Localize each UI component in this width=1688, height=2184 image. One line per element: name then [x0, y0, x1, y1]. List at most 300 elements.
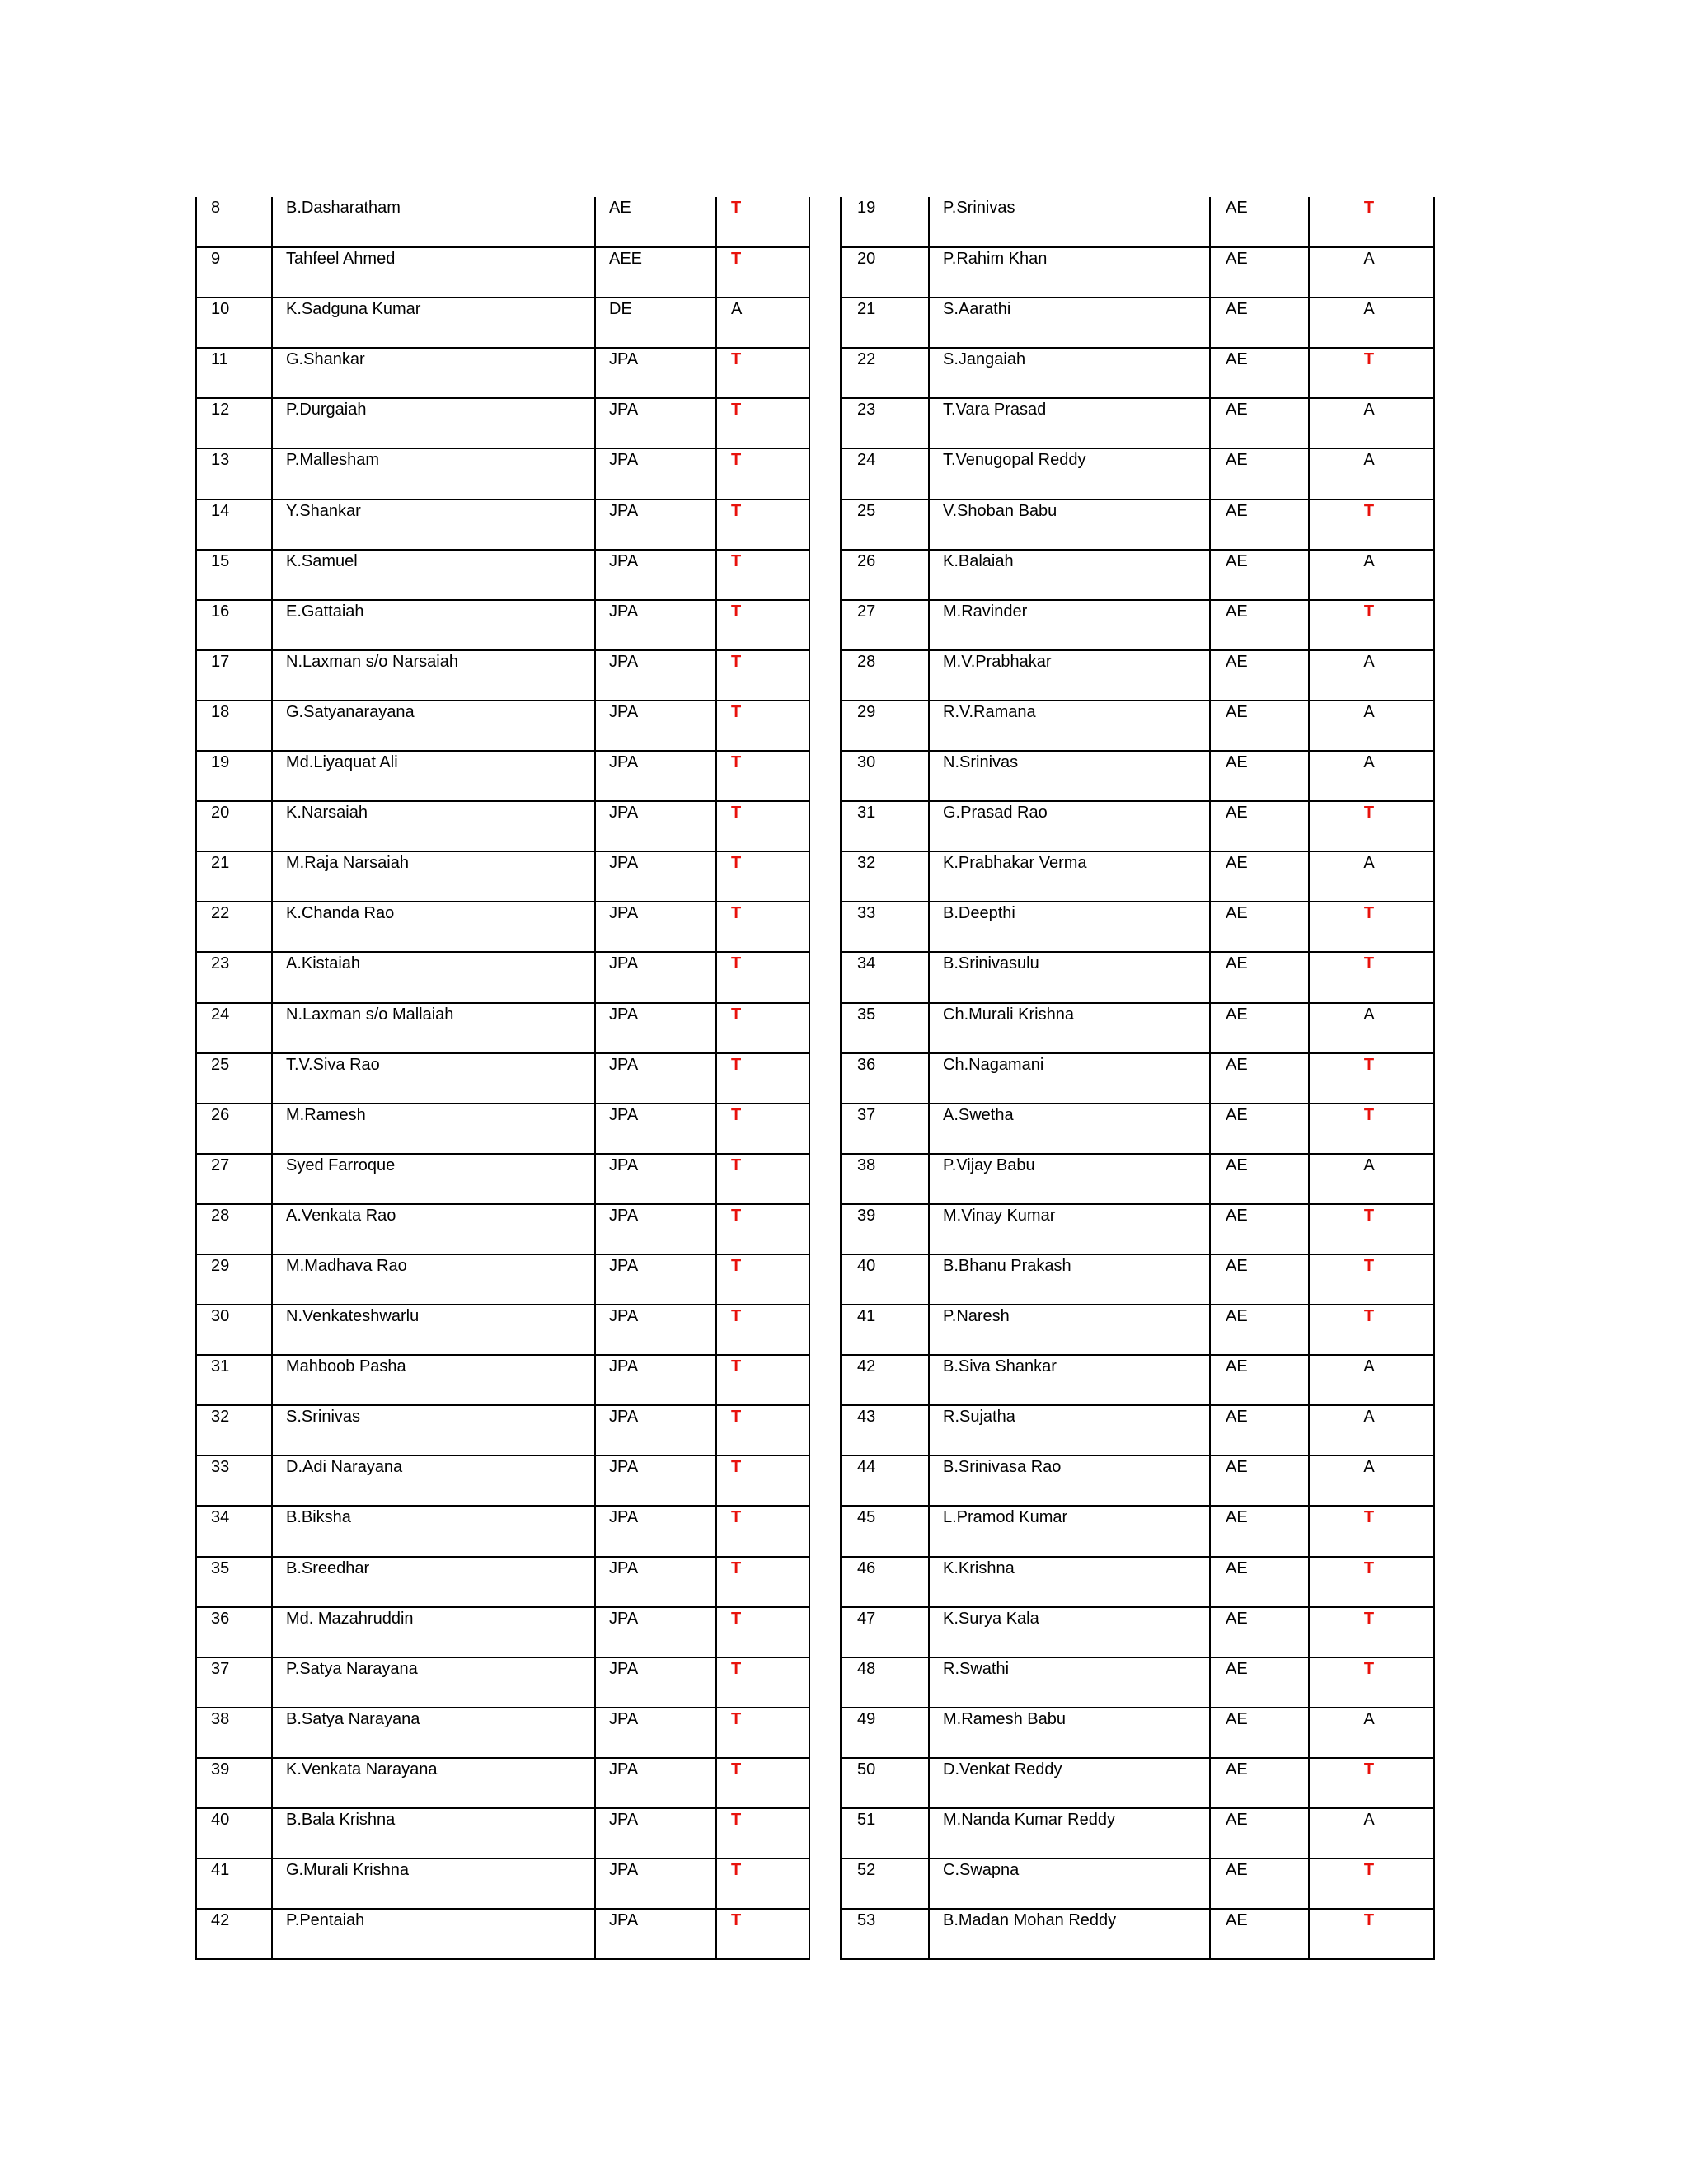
table-row: [196, 1455, 809, 1506]
serial-number-text: 26: [857, 551, 876, 570]
serial-number-text: 23: [857, 401, 876, 419]
designation-cell: [595, 650, 716, 701]
status-code-cell: [716, 1909, 809, 1959]
table-row: [196, 1355, 809, 1405]
employee-name-cell: [929, 902, 1210, 952]
employee-name-cell: [929, 348, 1210, 398]
employee-name-text: N.Laxman s/o Mallaiah: [286, 1005, 454, 1024]
designation-cell: [1210, 1909, 1309, 1959]
roster-table-left: [195, 197, 810, 1960]
designation-cell: [1210, 1053, 1309, 1104]
serial-number-text: 47: [857, 1609, 876, 1628]
employee-name-text: Y.Shankar: [286, 501, 361, 520]
table-row: [196, 448, 809, 499]
employee-name-cell: [272, 1607, 595, 1657]
serial-number-cell: [841, 1909, 929, 1959]
table-row: [841, 448, 1434, 499]
designation-text: AE: [1226, 904, 1248, 923]
table-row: [841, 550, 1434, 600]
employee-name-text: T.V.Siva Rao: [286, 1055, 380, 1074]
status-code-cell: [1309, 600, 1434, 650]
serial-number-text: 16: [211, 602, 230, 621]
status-code-text: A: [731, 300, 743, 319]
serial-number-cell: [196, 197, 272, 247]
status-code-cell: [716, 1305, 809, 1355]
employee-name-text: M.Madhava Rao: [286, 1256, 407, 1275]
employee-name-cell: [929, 448, 1210, 499]
employee-name-text: Ch.Murali Krishna: [943, 1005, 1074, 1024]
employee-name-text: B.Satya Narayana: [286, 1709, 420, 1728]
status-code-cell: [716, 1808, 809, 1858]
status-code-text: T: [1363, 350, 1375, 369]
employee-name-text: K.Krishna: [943, 1558, 1015, 1577]
status-code-text: T: [1363, 904, 1375, 923]
designation-text: JPA: [609, 1105, 639, 1124]
serial-number-text: 23: [211, 954, 230, 973]
designation-text: JPA: [609, 551, 639, 570]
table-row: [841, 1858, 1434, 1909]
status-code-text: T: [1363, 1256, 1375, 1275]
status-code-text: A: [1363, 702, 1375, 721]
employee-name-cell: [929, 1154, 1210, 1204]
status-code-text: T: [731, 1357, 742, 1376]
designation-cell: [595, 1506, 716, 1556]
status-code-text: A: [1363, 652, 1375, 671]
employee-name-cell: [929, 1557, 1210, 1607]
table-row: [196, 1758, 809, 1808]
employee-name-cell: [929, 1657, 1210, 1708]
designation-cell: [595, 851, 716, 902]
employee-name-cell: [929, 1305, 1210, 1355]
designation-text: JPA: [609, 1911, 639, 1930]
employee-name-text: B.Bhanu Prakash: [943, 1256, 1071, 1275]
status-code-cell: [716, 1154, 809, 1204]
serial-number-text: 28: [211, 1206, 230, 1225]
status-code-cell: [716, 398, 809, 448]
employee-name-cell: [272, 952, 595, 1002]
status-code-cell: [1309, 952, 1434, 1002]
status-code-text: A: [1363, 551, 1375, 570]
employee-name-cell: [929, 499, 1210, 550]
designation-text: JPA: [609, 1458, 639, 1477]
designation-text: AE: [1226, 1609, 1248, 1628]
status-code-text: A: [1363, 250, 1375, 269]
status-code-text: A: [1363, 1005, 1375, 1024]
serial-number-cell: [841, 1557, 929, 1607]
designation-text: AE: [1226, 1408, 1248, 1427]
employee-name-cell: [272, 1254, 595, 1305]
employee-name-cell: [272, 1204, 595, 1254]
serial-number-cell: [196, 247, 272, 298]
serial-number-text: 28: [857, 652, 876, 671]
table-row: [841, 398, 1434, 448]
table-row: [841, 247, 1434, 298]
employee-name-text: B.Biksha: [286, 1508, 351, 1527]
designation-text: JPA: [609, 1206, 639, 1225]
designation-cell: [1210, 499, 1309, 550]
designation-text: AE: [1226, 954, 1248, 973]
employee-name-text: G.Satyanarayana: [286, 702, 415, 721]
serial-number-text: 44: [857, 1458, 876, 1477]
status-code-text: T: [731, 1055, 742, 1074]
employee-name-cell: [272, 197, 595, 247]
designation-cell: [595, 1355, 716, 1405]
serial-number-cell: [841, 348, 929, 398]
table-row: [196, 1657, 809, 1708]
employee-name-cell: [272, 1104, 595, 1154]
table-row: [196, 650, 809, 701]
designation-cell: [595, 1053, 716, 1104]
serial-number-cell: [841, 1858, 929, 1909]
table-row: [841, 1758, 1434, 1808]
designation-cell: [595, 902, 716, 952]
designation-cell: [1210, 298, 1309, 348]
status-code-cell: [716, 1557, 809, 1607]
employee-name-text: S.Srinivas: [286, 1408, 361, 1427]
employee-name-text: K.Balaiah: [943, 551, 1014, 570]
employee-name-cell: [929, 1909, 1210, 1959]
employee-name-text: A.Venkata Rao: [286, 1206, 396, 1225]
employee-name-text: D.Adi Narayana: [286, 1458, 403, 1477]
designation-text: AE: [1226, 1357, 1248, 1376]
employee-name-cell: [929, 952, 1210, 1002]
employee-name-cell: [272, 1506, 595, 1556]
designation-cell: [595, 448, 716, 499]
status-code-text: T: [1363, 1508, 1375, 1527]
employee-name-cell: [272, 1305, 595, 1355]
table-row: [841, 1455, 1434, 1506]
status-code-text: T: [1363, 1307, 1375, 1326]
employee-name-cell: [929, 247, 1210, 298]
serial-number-cell: [196, 801, 272, 851]
employee-name-text: T.Venugopal Reddy: [943, 451, 1086, 470]
serial-number-cell: [196, 1506, 272, 1556]
status-code-text: T: [731, 1659, 742, 1678]
status-code-cell: [716, 448, 809, 499]
designation-cell: [1210, 1858, 1309, 1909]
serial-number-text: 45: [857, 1508, 876, 1527]
designation-text: AE: [1226, 602, 1248, 621]
status-code-cell: [716, 952, 809, 1002]
serial-number-cell: [196, 1154, 272, 1204]
table-row: [841, 751, 1434, 801]
serial-number-text: 10: [211, 300, 230, 319]
table-row: [841, 1657, 1434, 1708]
status-code-cell: [716, 1455, 809, 1506]
designation-text: JPA: [609, 1861, 639, 1880]
serial-number-cell: [841, 1506, 929, 1556]
employee-name-cell: [929, 1053, 1210, 1104]
serial-number-text: 29: [211, 1256, 230, 1275]
serial-number-text: 46: [857, 1558, 876, 1577]
status-code-text: A: [1363, 854, 1375, 873]
employee-name-cell: [272, 499, 595, 550]
status-code-text: T: [1363, 1760, 1375, 1779]
employee-name-text: P.Rahim Khan: [943, 250, 1048, 269]
status-code-cell: [716, 1254, 809, 1305]
serial-number-text: 27: [211, 1155, 230, 1174]
employee-name-text: S.Jangaiah: [943, 350, 1026, 369]
designation-cell: [1210, 247, 1309, 298]
status-code-text: A: [1363, 1155, 1375, 1174]
serial-number-text: 19: [211, 753, 230, 772]
designation-text: AE: [1226, 1709, 1248, 1728]
employee-name-cell: [929, 1003, 1210, 1053]
serial-number-cell: [841, 448, 929, 499]
designation-text: JPA: [609, 1408, 639, 1427]
serial-number-text: 35: [211, 1558, 230, 1577]
employee-name-text: K.Narsaiah: [286, 804, 368, 823]
employee-name-cell: [929, 1355, 1210, 1405]
serial-number-text: 25: [857, 501, 876, 520]
employee-name-cell: [272, 550, 595, 600]
designation-text: AE: [1226, 1861, 1248, 1880]
serial-number-text: 21: [211, 854, 230, 873]
serial-number-cell: [841, 1405, 929, 1455]
serial-number-text: 18: [211, 702, 230, 721]
serial-number-text: 51: [857, 1811, 876, 1829]
designation-text: JPA: [609, 804, 639, 823]
status-code-cell: [1309, 650, 1434, 701]
designation-cell: [1210, 751, 1309, 801]
roster-table-right-body: [841, 197, 1434, 1959]
serial-number-text: 29: [857, 702, 876, 721]
table-row: [841, 298, 1434, 348]
status-code-cell: [716, 298, 809, 348]
employee-name-text: R.Sujatha: [943, 1408, 1015, 1427]
table-row: [841, 1557, 1434, 1607]
status-code-cell: [1309, 1557, 1434, 1607]
designation-text: JPA: [609, 1709, 639, 1728]
status-code-text: A: [1363, 300, 1375, 319]
table-row: [196, 1053, 809, 1104]
employee-name-text: K.Samuel: [286, 551, 358, 570]
designation-text: JPA: [609, 1760, 639, 1779]
table-row: [196, 600, 809, 650]
designation-cell: [1210, 1405, 1309, 1455]
serial-number-text: 41: [211, 1861, 230, 1880]
status-code-text: T: [731, 1408, 742, 1427]
serial-number-cell: [841, 1053, 929, 1104]
serial-number-cell: [196, 550, 272, 600]
serial-number-text: 30: [211, 1307, 230, 1326]
status-code-cell: [1309, 1455, 1434, 1506]
serial-number-cell: [196, 1808, 272, 1858]
serial-number-cell: [196, 499, 272, 550]
status-code-text: T: [731, 1155, 742, 1174]
designation-cell: [1210, 550, 1309, 600]
designation-cell: [1210, 902, 1309, 952]
designation-text: JPA: [609, 702, 639, 721]
status-code-cell: [1309, 348, 1434, 398]
designation-text: JPA: [609, 1256, 639, 1275]
status-code-cell: [716, 600, 809, 650]
table-row: [841, 499, 1434, 550]
table-row: [196, 801, 809, 851]
serial-number-cell: [196, 902, 272, 952]
employee-name-cell: [929, 1708, 1210, 1758]
status-code-cell: [1309, 1405, 1434, 1455]
table-row: [196, 1003, 809, 1053]
status-code-text: T: [731, 602, 742, 621]
designation-text: JPA: [609, 1307, 639, 1326]
table-row: [196, 1254, 809, 1305]
employee-name-cell: [272, 650, 595, 701]
table-row: [841, 1104, 1434, 1154]
designation-cell: [1210, 1455, 1309, 1506]
serial-number-cell: [196, 1104, 272, 1154]
designation-text: AE: [1226, 753, 1248, 772]
serial-number-text: 31: [211, 1357, 230, 1376]
table-row: [196, 1607, 809, 1657]
employee-name-text: Syed Farroque: [286, 1155, 396, 1174]
employee-name-cell: [272, 1003, 595, 1053]
status-code-cell: [1309, 701, 1434, 751]
serial-number-text: 13: [211, 451, 230, 470]
serial-number-cell: [841, 751, 929, 801]
serial-number-cell: [841, 550, 929, 600]
status-code-cell: [1309, 550, 1434, 600]
serial-number-text: 38: [211, 1709, 230, 1728]
employee-name-text: M.Nanda Kumar Reddy: [943, 1811, 1115, 1829]
serial-number-cell: [196, 1607, 272, 1657]
employee-name-cell: [272, 701, 595, 751]
serial-number-text: 42: [211, 1911, 230, 1930]
status-code-text: T: [1363, 1659, 1375, 1678]
status-code-cell: [716, 751, 809, 801]
status-code-text: A: [1363, 1357, 1375, 1376]
designation-cell: [595, 801, 716, 851]
designation-cell: [595, 550, 716, 600]
serial-number-text: 35: [857, 1005, 876, 1024]
status-code-cell: [1309, 1254, 1434, 1305]
designation-text: JPA: [609, 1659, 639, 1678]
status-code-text: T: [1363, 1558, 1375, 1577]
designation-text: AE: [1226, 1811, 1248, 1829]
designation-cell: [595, 1154, 716, 1204]
serial-number-cell: [841, 1708, 929, 1758]
table-row: [196, 499, 809, 550]
designation-cell: [1210, 1708, 1309, 1758]
serial-number-text: 22: [211, 904, 230, 923]
serial-number-cell: [196, 1858, 272, 1909]
status-code-cell: [716, 499, 809, 550]
designation-text: AE: [1226, 1307, 1248, 1326]
designation-cell: [595, 1003, 716, 1053]
employee-name-text: R.Swathi: [943, 1659, 1010, 1678]
status-code-cell: [1309, 1708, 1434, 1758]
status-code-cell: [716, 1506, 809, 1556]
designation-cell: [595, 1607, 716, 1657]
status-code-text: T: [1363, 1861, 1375, 1880]
status-code-text: T: [1363, 1609, 1375, 1628]
serial-number-cell: [841, 499, 929, 550]
employee-name-text: P.Durgaiah: [286, 401, 367, 419]
serial-number-text: 49: [857, 1709, 876, 1728]
status-code-cell: [1309, 902, 1434, 952]
serial-number-cell: [841, 1808, 929, 1858]
designation-cell: [595, 952, 716, 1002]
serial-number-cell: [841, 952, 929, 1002]
serial-number-text: 15: [211, 551, 230, 570]
status-code-cell: [716, 1607, 809, 1657]
designation-cell: [595, 1909, 716, 1959]
serial-number-text: 14: [211, 501, 230, 520]
serial-number-cell: [841, 650, 929, 701]
designation-text: AE: [1226, 501, 1248, 520]
employee-name-text: P.Naresh: [943, 1307, 1010, 1326]
designation-text: AE: [1226, 652, 1248, 671]
designation-cell: [1210, 1104, 1309, 1154]
table-row: [196, 1858, 809, 1909]
employee-name-text: V.Shoban Babu: [943, 501, 1057, 520]
employee-name-text: Ch.Nagamani: [943, 1055, 1044, 1074]
designation-text: JPA: [609, 904, 639, 923]
status-code-text: T: [731, 1508, 742, 1527]
status-code-cell: [716, 1204, 809, 1254]
table-row: [196, 751, 809, 801]
table-row: [841, 1053, 1434, 1104]
designation-text: AE: [1226, 199, 1248, 217]
table-row: [196, 902, 809, 952]
employee-name-text: S.Aarathi: [943, 300, 1011, 319]
table-row: [196, 1557, 809, 1607]
table-row: [841, 1003, 1434, 1053]
status-code-text: A: [1363, 1408, 1375, 1427]
table-row: [841, 1506, 1434, 1556]
employee-name-cell: [272, 851, 595, 902]
designation-text: AE: [1226, 401, 1248, 419]
employee-name-text: Mahboob Pasha: [286, 1357, 406, 1376]
designation-text: AE: [1226, 1105, 1248, 1124]
status-code-text: T: [731, 250, 742, 269]
employee-name-cell: [929, 650, 1210, 701]
designation-cell: [1210, 1254, 1309, 1305]
serial-number-cell: [196, 448, 272, 499]
employee-name-text: Tahfeel Ahmed: [286, 250, 396, 269]
serial-number-cell: [841, 1305, 929, 1355]
designation-text: AE: [1226, 250, 1248, 269]
status-code-cell: [716, 550, 809, 600]
designation-cell: [595, 1104, 716, 1154]
employee-name-text: M.Raja Narsaiah: [286, 854, 409, 873]
status-code-text: A: [1363, 753, 1375, 772]
table-row: [841, 1305, 1434, 1355]
designation-text: AE: [609, 199, 631, 217]
serial-number-cell: [196, 1355, 272, 1405]
designation-text: JPA: [609, 954, 639, 973]
employee-name-cell: [929, 298, 1210, 348]
designation-cell: [1210, 1657, 1309, 1708]
employee-name-cell: [929, 1254, 1210, 1305]
serial-number-text: 25: [211, 1055, 230, 1074]
serial-number-text: 26: [211, 1105, 230, 1124]
status-code-cell: [1309, 1204, 1434, 1254]
serial-number-cell: [841, 902, 929, 952]
employee-name-cell: [272, 1455, 595, 1506]
serial-number-text: 53: [857, 1911, 876, 1930]
designation-cell: [595, 1405, 716, 1455]
serial-number-text: 40: [211, 1811, 230, 1829]
employee-name-text: K.Chanda Rao: [286, 904, 395, 923]
employee-name-cell: [929, 398, 1210, 448]
designation-text: JPA: [609, 1357, 639, 1376]
employee-name-cell: [272, 600, 595, 650]
designation-text: JPA: [609, 1055, 639, 1074]
serial-number-text: 42: [857, 1357, 876, 1376]
status-code-cell: [1309, 448, 1434, 499]
designation-cell: [1210, 348, 1309, 398]
